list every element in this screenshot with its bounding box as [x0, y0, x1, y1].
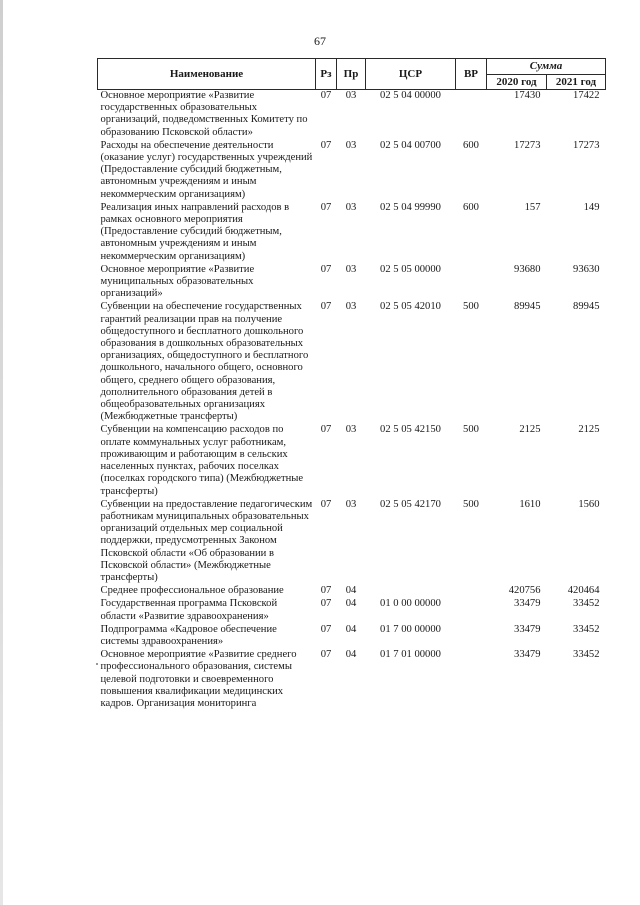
header-name: Наименование [98, 59, 316, 90]
table-row [98, 424, 606, 498]
row-amount-2020: 89945 [514, 301, 541, 313]
table-row [98, 301, 606, 424]
row-amount-2021: 149 [583, 201, 600, 213]
row-amount-2021: 17422 [573, 90, 600, 101]
row-pr: 03 [345, 90, 357, 101]
row-amount-2020: 17273 [514, 139, 541, 151]
row-amount-2020: 157 [524, 201, 541, 213]
table-body [98, 90, 606, 712]
row-name: Среднее профессиональное образование [100, 585, 284, 597]
row-csr: 02 5 05 42010 [380, 301, 441, 313]
row-name: Реализация иных направлений расходов в рамках основного мероприятия (Предоставление субсидий бюджетным, автономным учреждениям и иным некоммерческим организациям) [100, 201, 290, 262]
row-amount-2020: 93680 [514, 263, 541, 275]
row-vr: 500 [463, 498, 479, 510]
table-row [98, 624, 606, 649]
row-csr [366, 585, 456, 598]
row-vr: 600 [463, 201, 479, 213]
header-pr: Пр [337, 59, 366, 90]
row-vr [456, 264, 487, 302]
row-pr: 04 [345, 649, 357, 661]
row-amount-2021: 1560 [578, 498, 600, 510]
row-csr: 01 7 00 00000 [380, 623, 441, 635]
row-csr: 02 5 04 99990 [380, 201, 441, 213]
row-amount-2020: 33479 [514, 598, 541, 610]
row-rz: 07 [320, 263, 332, 275]
row-pr: 04 [345, 623, 357, 635]
row-pr: 03 [345, 201, 357, 213]
row-name: Расходы на обеспечение деятельности (оказание услуг) государственных учреждений (Предоставление субсидий бюджетным, автономным учреждениям и иным некоммерческим организациям) [100, 139, 313, 200]
row-name: Подпрограмма «Кадровое обеспечение системы здравоохранения» [100, 623, 277, 647]
row-csr: 02 5 04 00700 [380, 139, 441, 151]
header-csr: ЦСР [366, 59, 456, 90]
row-amount-2020: 2125 [519, 424, 541, 436]
row-rz: 07 [320, 301, 332, 313]
budget-table [97, 58, 606, 711]
table-row [98, 202, 606, 264]
row-pr: 03 [345, 139, 357, 151]
row-rz: 07 [320, 623, 332, 635]
row-name: Основное мероприятие «Развитие муниципальных образовательных организаций» [100, 263, 255, 300]
row-amount-2020: 1610 [519, 498, 541, 510]
row-vr [456, 598, 487, 623]
row-name: Субвенции на компенсацию расходов по оплате коммунальных услуг работникам, проживающим и работающим в сельских населенных пунктах, рабочих поселках (поселках городского типа) (Межбюджетные трансферты) [100, 424, 304, 497]
row-vr: 600 [463, 139, 479, 151]
table-row [98, 264, 606, 302]
row-pr: 03 [345, 498, 357, 510]
table-row [98, 90, 606, 140]
row-csr: 01 7 01 00000 [380, 649, 441, 661]
row-amount-2021: 89945 [573, 301, 600, 313]
header-sum: Сумма [487, 59, 606, 75]
header-vr: ВР [456, 59, 487, 90]
row-vr [456, 90, 487, 140]
row-amount-2021: 2125 [578, 424, 600, 436]
row-pr: 04 [345, 598, 357, 610]
row-amount-2020: 420756 [508, 585, 541, 597]
row-pr: 03 [345, 301, 357, 313]
row-rz: 07 [320, 649, 332, 661]
table-row [98, 649, 606, 711]
header-rz: Рз [316, 59, 337, 90]
row-vr [456, 649, 487, 711]
row-csr: 02 5 05 42170 [380, 498, 441, 510]
row-vr: 500 [463, 301, 479, 313]
row-vr [456, 585, 487, 598]
row-csr: 02 5 04 00000 [380, 90, 441, 101]
table-row [98, 499, 606, 585]
row-rz: 07 [320, 201, 332, 213]
row-amount-2021: 93630 [573, 263, 600, 275]
table-row [98, 585, 606, 598]
row-name: Основное мероприятие «Развитие государственных образовательных организаций, подведомственных Комитету по образованию Псковской области» [100, 90, 308, 138]
row-rz: 07 [320, 598, 332, 610]
table-row [98, 140, 606, 202]
row-pr: 03 [345, 424, 357, 436]
row-amount-2021: 420464 [567, 585, 600, 597]
row-rz: 07 [320, 498, 332, 510]
row-name: Субвенции на обеспечение государственных гарантий реализации прав на получение общедоступного и бесплатного дошкольного образования в дошкольных образовательных организациях, общедоступного и бесплатного дошкольного, начального общего, основного общего, среднего общего образования, дополнительного образования детей в общеобразовательных организациях (Межбюджетные трансферты) [100, 301, 309, 423]
table-row [98, 598, 606, 623]
row-csr: 01 0 00 00000 [380, 598, 441, 610]
row-name: Основное мероприятие «Развитие среднего профессионального образования, системы целевой подготовки и своевременного повышения квалификации медицинских кадров. Организация мониторинга [100, 649, 297, 709]
row-csr: 02 5 05 00000 [380, 263, 441, 275]
row-csr: 02 5 05 42150 [380, 424, 441, 436]
table-header [98, 59, 606, 90]
row-amount-2021: 17273 [573, 139, 600, 151]
header-year-2021: 2021 год [547, 74, 606, 90]
header-year-2020: 2020 год [487, 74, 547, 90]
row-rz: 07 [320, 139, 332, 151]
row-amount-2021: 33452 [573, 649, 600, 661]
page-number: 67 [314, 34, 326, 48]
row-vr: 500 [463, 424, 479, 436]
row-rz: 07 [320, 424, 332, 436]
row-name: Государственная программа Псковской области «Развитие здравоохранения» [100, 598, 278, 622]
scan-left-edge [0, 0, 3, 905]
row-pr: 03 [345, 263, 357, 275]
row-amount-2020: 33479 [514, 649, 541, 661]
row-amount-2021: 33452 [573, 623, 600, 635]
row-amount-2021: 33452 [573, 598, 600, 610]
row-vr [456, 624, 487, 649]
row-rz: 07 [320, 90, 332, 101]
row-amount-2020: 17430 [514, 90, 541, 101]
row-pr: 04 [345, 585, 357, 597]
row-amount-2020: 33479 [514, 623, 541, 635]
row-name: Субвенции на предоставление педагогическим работникам муниципальных образовательных организаций отдельных мер социальной поддержки, предусмотренных Законом Псковской области «Об образовании в Псковской области» (Межбюджетные трансферты) [100, 498, 313, 583]
row-rz: 07 [320, 585, 332, 597]
